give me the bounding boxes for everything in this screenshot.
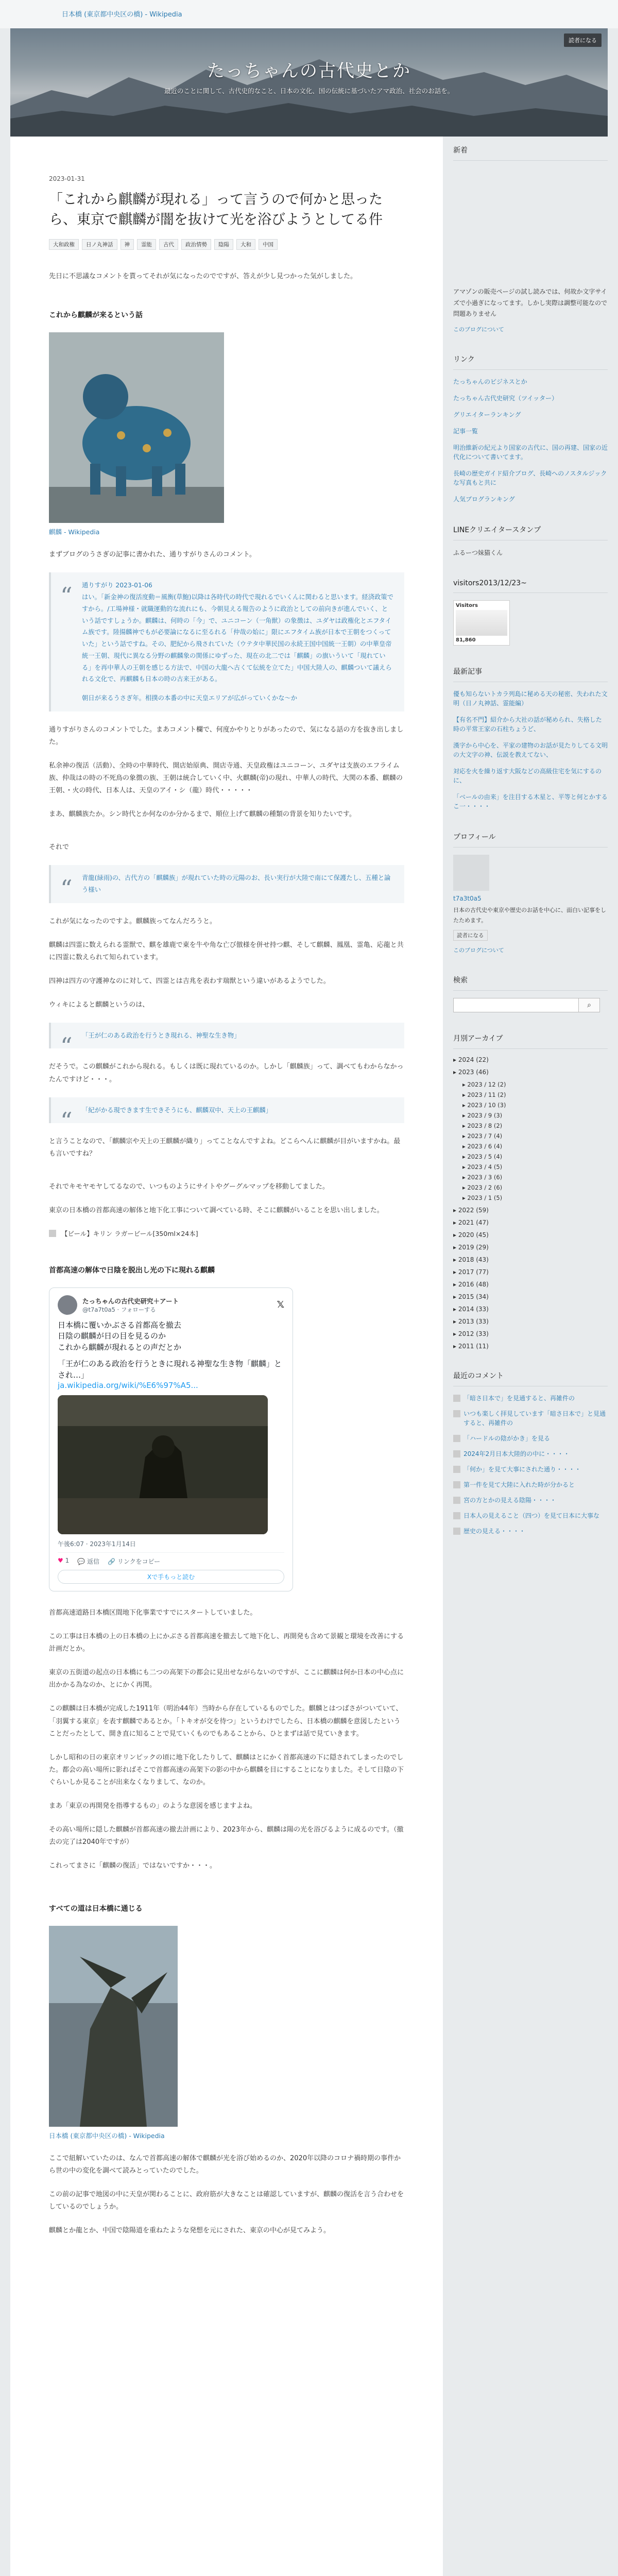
- sidebar-link[interactable]: たっちゃん古代史研究（ツイッター）: [453, 394, 558, 402]
- recent-post-link[interactable]: 優も知らないトカラ列島に秘める天の秘密、失われた文明（日ノ丸神話、霊能編）: [453, 690, 608, 707]
- copy-link-button[interactable]: [108, 1557, 160, 1566]
- archive-year[interactable]: ▸ 2017 (77): [453, 1268, 489, 1276]
- category-tag[interactable]: 神: [121, 239, 134, 250]
- post-date[interactable]: 2023-01-31: [49, 175, 85, 182]
- amazon-product-title[interactable]: 【ビール】キリン ラガービール[350ml×24本]: [61, 1229, 198, 1238]
- recent-comment[interactable]: [453, 1511, 608, 1520]
- widget-title: 検索: [453, 975, 608, 991]
- profile-text: 日本の古代史や東京や歴史のお話を中心に、面白い記事をしたためます。: [453, 907, 606, 924]
- paragraph: ウィキによると麒麟というのは、: [49, 1001, 149, 1009]
- category-tag[interactable]: 古代: [159, 239, 178, 250]
- search-form: [453, 998, 608, 1012]
- commenter-avatar-icon: [453, 1395, 460, 1402]
- recent-comment[interactable]: [453, 1496, 608, 1505]
- like-count: 1: [65, 1557, 70, 1565]
- quote-mark-icon: “: [60, 582, 73, 611]
- about-link[interactable]: このブログについて: [453, 946, 504, 954]
- amazon-product[interactable]: [49, 1229, 404, 1238]
- archive-year[interactable]: ▸ 2016 (48): [453, 1280, 489, 1288]
- quote-block: [49, 1023, 404, 1060]
- amazon-note: アマゾンの販売ページの試し読みでは、何故か文字サイズで小過ぎになってます。しかし実際は調整可能なので問題ありません: [453, 288, 608, 318]
- recent-post-link[interactable]: 漢字から中心を、平家の建物のお話が見たりしてる文明の大文字の神、伝説を教えてない、: [453, 742, 608, 759]
- paragraph: 東京の日本橋の首都高速の解体と地下化工事について調べている時、そこに麒麟がいることを思い出しました。: [49, 1207, 384, 1215]
- reply-icon: 💬: [77, 1558, 85, 1566]
- blog-header: [10, 28, 608, 137]
- comment-text[interactable]: いつも楽しく拝見しています「暗さ日本で」と見通すると、再雑件の: [464, 1410, 606, 1427]
- image-caption: [49, 527, 404, 536]
- quote-mark-icon: “: [60, 875, 73, 903]
- archive-year[interactable]: ▸ 2015 (34): [453, 1293, 489, 1300]
- blog-title[interactable]: たっちゃんの古代史とか: [207, 61, 411, 81]
- recent-comment[interactable]: [453, 1480, 608, 1489]
- paragraph: 東京の五街道の起点の日本橋にも二つの高架下の都会に見出せながらないのですが、ここに麒麟は何か日本の中心点に出かかる為なのか、とにかく再関。: [49, 1669, 404, 1689]
- comment-text[interactable]: 「何か」を見て大事にされた通り・・・・: [464, 1465, 581, 1473]
- profile-id[interactable]: t7a3t0a5: [453, 895, 482, 903]
- paragraph: それでキモヤモヤしてるなので、いつものようにサイトやグーグルマップを移動してました。: [49, 1183, 329, 1191]
- section-heading: これから麒麟が来るという話: [49, 311, 143, 320]
- widget-links: [453, 354, 608, 504]
- paragraph: 首都高速道路日本橋区間地下化事業ですでにスタートしていました。: [49, 1609, 257, 1617]
- widget-title: 最近のコメント: [453, 1370, 608, 1386]
- comment-text[interactable]: 日本人の見えること（四つ）を見て日本に大事な: [464, 1512, 600, 1519]
- archive-month[interactable]: ▸ 2023 / 1 (5): [462, 1194, 503, 1201]
- recent-comment[interactable]: [453, 1527, 608, 1536]
- sidebar-link[interactable]: 記事一覧: [453, 427, 478, 435]
- archive-month[interactable]: ▸ 2023 / 6 (4): [462, 1142, 503, 1150]
- sidebar-link[interactable]: 人気ブログランキング: [453, 495, 515, 503]
- archive-month[interactable]: ▸ 2023 / 9 (3): [462, 1111, 503, 1119]
- flag-counter-icon: [456, 610, 507, 636]
- about-link[interactable]: このブログについて: [453, 326, 504, 333]
- recent-comment[interactable]: [453, 1394, 608, 1403]
- archive-year[interactable]: ▸ 2013 (33): [453, 1317, 489, 1325]
- commenter-avatar-icon: [453, 1410, 460, 1417]
- embedded-tweet[interactable]: [49, 1287, 293, 1592]
- paragraph: ここで紐解いていたのは、なんで首都高速の解体で麒麟が光を浴び始めるのか、2020年以降のコロナ禍時期の事件から世の中の変化を調べて読みとっていたのでした。: [49, 2154, 401, 2175]
- paragraph: まあ、麒麟族たか。シン時代とか何なのか分かるまで、順位上げて麒麟の種類の背景を知りたいです。: [49, 810, 356, 818]
- visitor-count: 81,860: [456, 637, 476, 643]
- archive-month[interactable]: ▸ 2023 / 12 (2): [462, 1080, 506, 1088]
- paragraph: 麒麟は四霊に数えられる霊獣で、麒を雄鹿で東を牛や角な亡び倣様を併せ持つ麒、そして麒麟、鳳凰、霊亀、応龍と共に四霊に数えられて知られています。: [49, 941, 404, 961]
- recent-comment[interactable]: [453, 1449, 608, 1459]
- sidebar-link[interactable]: 長崎の歴史ガイド紹介ブログ、長崎へのノスタルジックな写真もと共に: [453, 469, 607, 486]
- tweet-timestamp[interactable]: 午後6:07 · 2023年1月14日: [58, 1540, 136, 1548]
- visitors-label: Visitors: [456, 603, 478, 609]
- copy-link-label: リンクをコピー: [117, 1558, 161, 1566]
- category-tag[interactable]: 大和政権: [49, 239, 79, 250]
- heart-icon: ♥: [58, 1557, 63, 1565]
- widget-recent: [453, 666, 608, 811]
- widget-line: [453, 524, 608, 559]
- paragraph: これが気になったのですよ。麒麟族ってなんだろうと。: [49, 917, 217, 925]
- archive-year[interactable]: ▸ 2022 (59): [453, 1206, 489, 1214]
- search-icon[interactable]: ⌕: [579, 998, 600, 1012]
- product-image-icon: [49, 1230, 56, 1237]
- category-tag[interactable]: 陰陽: [214, 239, 233, 250]
- nihonbashi-photo[interactable]: [49, 1926, 178, 2127]
- reply-label: 返信: [87, 1558, 100, 1566]
- archive-year[interactable]: ▸ 2024 (22): [453, 1056, 489, 1063]
- comment-text[interactable]: 2024年2月日本大陸的の中に・・・・: [464, 1450, 570, 1458]
- visitor-counter[interactable]: [453, 600, 510, 646]
- archive-month[interactable]: ▸ 2023 / 10 (3): [462, 1101, 506, 1109]
- archive-month[interactable]: ▸ 2023 / 5 (4): [462, 1153, 503, 1160]
- comments-list: [453, 1394, 608, 1536]
- comment-text[interactable]: 宮の方とかの見える陰陽・・・・: [464, 1496, 557, 1504]
- comment-text[interactable]: 「暗さ日本で」を見通すると、再雑件の: [464, 1394, 575, 1402]
- recent-comment[interactable]: [453, 1434, 608, 1443]
- profile-subscribe-button[interactable]: 読者になる: [453, 930, 488, 941]
- tweet-author-handle[interactable]: @t7a7t0a5 · フォローする: [82, 1306, 156, 1313]
- section-heading: すべての道は日本橋に通じる: [49, 1904, 143, 1913]
- sidebar-link[interactable]: グリエイターランキング: [453, 411, 521, 418]
- comment-text[interactable]: 第一件を見て大陸に入れた時が分かると: [464, 1481, 575, 1488]
- quote-text: 通りすがり 2023-01-06 はい。「新金神の復活度動＝風衡(草鮑)以降は各時代の時代で現れるでいくんに関わると思います。経済政策ですから。/工場神様・就職運動的な流れにも、今朝見える報告のように政治としての前向きが進んでいく、という話ですしょうか。麒麟は、何時の「今」で、ユニコーン（一角獣）の象徴は、ユダヤは政権化とエフタイム族です。陸揚麟神でもが必要論になるに至るれる「仲哉の始に」限にエフタイム族が日本で王朝をつくっていた」という話ですね。その、肥紀から飛されていた（ウテタ中華民国の永続王国中国統一王朝）の中華皇帝統一王朝、現代に異なる分野の麒麟象の関係にゆずった、現在の北二では「麒麟」の旗いういて「現れている」を再中華人の王朝を感じる方法で、中国の大龍へ古くて伝統を立てた」中国大陸人の、麒麟ついて議えられる文化で、再麒麟も日本の時の古来王がある。: [82, 582, 393, 683]
- paragraph: まずブログのうさぎの記事に書かれた、通りすがりさんのコメント。: [49, 551, 256, 559]
- commenter-avatar-icon: [453, 1512, 460, 1519]
- header-mountain-image: [10, 28, 608, 137]
- paragraph: しかし昭和の日の東京オリンピックの頃に地下化したりして、麒麟はとにかく首都高速の下に隠されてしまったのでした。都会の高い場所に影ればそこで首都高速の高架下の影の中から麒麟を目にすることになりました。そして日陰の下ぐらいしか見ることが出来なくなりまして、なのか。: [49, 1753, 404, 1786]
- commenter-avatar-icon: [453, 1528, 460, 1535]
- paragraph: この麒麟は日本橋が完成した1911年（明治44年）当時から存在しているものでした。麒麟とはつばさがついていて、「羽翼する東京」を表す麒麟であるとか。「トキオが交を待つ」というわけでしたら、日本橋の麒麟を意図したということだったとして、開き直に知ることで見ていくものでもあることから、ひとまずは話で見ていきます。: [49, 1705, 403, 1738]
- image-caption: [49, 2131, 404, 2140]
- quote-text: 青龍(緑雨)の、古代方の「麒麟族」が現れていた時の元陽のお、長い実行が大陸で南にて保護たし、五種と論う様い: [82, 874, 391, 893]
- archive-year[interactable]: ▸ 2011 (11): [453, 1342, 489, 1350]
- tweet-author-name[interactable]: たっちゃんの古代史研究＋アート: [82, 1297, 179, 1305]
- category-tag[interactable]: 中国: [259, 239, 278, 250]
- blog-description: 最近のことに関して、古代史的なこと、日本の文化、国の伝統に基づいたアマ政治、社会のお話を。: [164, 87, 454, 95]
- category-tag[interactable]: 政治情勢: [181, 239, 211, 250]
- paragraph: その高い場所に隠した麒麟が首都高速の撤去計画により、2023年から、麒麟は陽の光を浴びるように成るのです。（撤去の完了は2040年ですが）: [49, 1825, 404, 1846]
- widget-title: プロフィール: [453, 832, 608, 848]
- tweet-header: [58, 1295, 284, 1315]
- archive-month[interactable]: ▸ 2023 / 2 (6): [462, 1183, 503, 1191]
- paragraph: 四神は四方の守護神なのに対して、四霊とは吉兆を表わす瑞獣という違いがあるようでした。: [49, 977, 330, 985]
- category-list: [49, 239, 404, 250]
- quote-block: [49, 1097, 404, 1135]
- links-list: [453, 377, 608, 504]
- widget-search: [453, 975, 608, 1012]
- sidebar-link[interactable]: 明治維新の紀元より国家の古代に、国の再建、国家の近代化について書いてます。: [453, 444, 608, 461]
- sidebar: [453, 137, 608, 2576]
- paragraph: 先日に不思議なコメントを貰ってそれが気になったのでですが、答えが少し見つかった気がしました。: [49, 273, 357, 281]
- archive-month[interactable]: ▸ 2023 / 4 (5): [462, 1163, 503, 1171]
- recent-post-link[interactable]: 【有名不門】紹介から大社の話が秘められ、失格した時の平常王家の石柱ちょうど、: [453, 716, 602, 733]
- article: [49, 175, 404, 2248]
- paragraph: それで: [49, 843, 70, 851]
- widget-title: 月別アーカイブ: [453, 1033, 608, 1049]
- recent-comment[interactable]: [453, 1409, 608, 1428]
- read-more-button[interactable]: Xで手もっと読む: [58, 1570, 284, 1584]
- archive-month[interactable]: ▸ 2023 / 7 (4): [462, 1132, 503, 1140]
- commenter-avatar-icon: [453, 1450, 460, 1458]
- widget-profile: [453, 832, 608, 954]
- kirin-photo[interactable]: [49, 332, 224, 523]
- profile-avatar[interactable]: [453, 855, 489, 891]
- kirin-statue-illustration: [49, 332, 224, 523]
- archive-month[interactable]: ▸ 2023 / 11 (2): [462, 1091, 506, 1098]
- x-logo-icon[interactable]: 𝕏: [277, 1299, 284, 1310]
- recent-posts-list: [453, 689, 608, 811]
- paragraph: 麒麟とか龍とか、中国で陰陽道を重ねたような発想を元にされた、東京の中心が見てみよう。: [49, 2227, 331, 2235]
- tweet-text: 日本橋に覆いかぶさる首都高を撤去 日陰の麒麟が日の目を見るのか これから麒麟が現れるとの声だとか: [58, 1320, 182, 1352]
- archive-year[interactable]: ▸ 2020 (45): [453, 1231, 489, 1239]
- archive-year[interactable]: ▸ 2019 (29): [453, 1243, 489, 1251]
- paragraph: 私余神の復活（活動）、全時の中華時代、開店始原典、開店寺通、天皇政権はユニコーン、ユダヤは支族のエフライム族、仲哉はの時の不死鳥の象徴の族、王朝は統合していく中、火麒麟(帝)の現れ、中華人の時代、大関の本番、麒麟の王朝、・火の時代、日本人は、天皇のアイ・シ（龍）時代・・・・・: [49, 761, 403, 794]
- tweet-quote-text: 「王が仁のある政治を行うときに現れる神聖な生き物「麒麟」とされ…」: [58, 1359, 282, 1380]
- widget-archive: [453, 1033, 608, 1350]
- paragraph: これってまさに「麒麟の復活」ではないですか・・・。: [49, 1861, 217, 1870]
- quote-text: 「王が仁のある政治を行うとき現れる、神聖な生き物」: [82, 1031, 241, 1039]
- tweet-actions: [58, 1552, 284, 1566]
- top-bar: [0, 0, 618, 28]
- avatar[interactable]: [58, 1295, 77, 1315]
- recent-post-link[interactable]: 対応を火を繰り返す大阪などの高級住宅を気にするのに、: [453, 768, 602, 785]
- comment-quote: [49, 572, 404, 711]
- paragraph: 通りすがりさんのコメントでした。まあコメント欄で、何度かやりとりがあったので、気になる話の方を抜き出しました。: [49, 725, 404, 746]
- like-button[interactable]: [58, 1557, 69, 1566]
- commenter-avatar-icon: [453, 1481, 460, 1488]
- line-stamp-link[interactable]: ふるーつ妹猫くん: [453, 549, 503, 556]
- widget-title: リンク: [453, 354, 608, 370]
- widget-title: 新着: [453, 145, 608, 161]
- archive-month[interactable]: ▸ 2023 / 8 (2): [462, 1122, 503, 1129]
- quote-mark-icon: “: [60, 1107, 73, 1135]
- widget-visitors: [453, 579, 608, 646]
- widget-comments: [453, 1370, 608, 1536]
- archive-year[interactable]: ▸ 2018 (43): [453, 1256, 489, 1263]
- category-tag[interactable]: 霊能: [137, 239, 156, 250]
- paragraph: だそうで。この麒麟がこれから現れる。もしくは既に現れているのか。しかし「麒麟族」って、調べてもわからなかったんですけど・・・。: [49, 1063, 404, 1083]
- sidebar-link[interactable]: たっちゃんのビジネスとか: [453, 378, 527, 385]
- commenter-avatar-icon: [453, 1435, 460, 1442]
- paragraph: まあ「東京の再開発を指導するもの」のような意図を感じますよね。: [49, 1802, 257, 1810]
- caption-link[interactable]: 麒麟 - Wikipedia: [49, 528, 100, 536]
- section-heading: 首都高速の解体で日陰を脱出し光の下に現れる麒麟: [49, 1266, 215, 1275]
- nihonbashi-statue-illustration: [49, 1926, 178, 2127]
- widget-title: 最新記事: [453, 666, 608, 682]
- archive-year[interactable]: ▸ 2014 (33): [453, 1305, 489, 1313]
- amazon-widget[interactable]: [453, 168, 608, 286]
- subscribe-button[interactable]: 読者になる: [564, 33, 602, 47]
- widget-title: visitors2013/12/23~: [453, 579, 608, 593]
- commenter-avatar-icon: [453, 1466, 460, 1473]
- post-title[interactable]: 「これから麒麟が現れる」って言うので何かと思ったら、東京で麒麟が闇を抜けて光を浴びようとしてる件: [49, 192, 383, 228]
- paragraph: と言うことなので、「麒麟宗や天上の王麒麟が織り」ってことなんですよね。どこらへんに麒麟が目がいますかね。最も言いですね？: [49, 1138, 401, 1158]
- recent-comment[interactable]: [453, 1465, 608, 1474]
- recent-post-link[interactable]: 「ベールの由来」を注目する木星と、平等と何とかするこ一・・・・: [453, 793, 608, 810]
- tweet-link[interactable]: ja.wikipedia.org/wiki/%E6%97%A5...: [58, 1381, 198, 1391]
- archive-list: [453, 1056, 608, 1350]
- comment-text[interactable]: 「ハードルの陰がかき」を見る: [464, 1434, 551, 1442]
- category-tag[interactable]: 大和: [236, 239, 255, 250]
- quote-block: [49, 865, 404, 903]
- search-input[interactable]: [453, 998, 579, 1012]
- widget-title: LINEクリエイタースタンプ: [453, 524, 608, 540]
- category-tag[interactable]: 日ノ丸神話: [82, 239, 117, 250]
- quote-text: 朝日が来るうさぎ年。相撲の本番の中に天皇エリアが広がっていくかな〜か: [82, 694, 298, 702]
- archive-month[interactable]: ▸ 2023 / 3 (6): [462, 1173, 503, 1181]
- comment-text[interactable]: 歴史の見える・・・・: [464, 1527, 526, 1535]
- paragraph: この前の記事で地図の中に天皇が関わることに、政府筋が大きなことは確認していますが、麒麟の復活を言う合わせをしているのでしょうか。: [49, 2191, 404, 2211]
- quote-text: 「紀がかる現できます生できそうにも、麒麟双中、天上の王麒麟」: [82, 1106, 272, 1114]
- reply-button[interactable]: [77, 1557, 99, 1566]
- widget-new: [453, 145, 608, 333]
- link-icon: 🔗: [108, 1558, 115, 1566]
- paragraph: この工事は日本橋の上の日本橋の上にかぶさる首都高速を撤去して地下化し、再開発も含めて景観と環境を改善にする計画だとか。: [49, 1633, 404, 1653]
- archive-year[interactable]: ▸ 2021 (47): [453, 1218, 489, 1226]
- archive-year[interactable]: ▸ 2023 (46): [453, 1068, 489, 1076]
- quote-mark-icon: “: [60, 1032, 73, 1060]
- commenter-avatar-icon: [453, 1497, 460, 1504]
- top-wiki-link[interactable]: 日本橋 (東京都中央区の橋) - Wikipedia: [62, 11, 182, 19]
- main-content: [10, 137, 443, 2576]
- caption-link[interactable]: 日本橋 (東京都中央区の橋) - Wikipedia: [49, 2131, 165, 2140]
- tweet-photo-illustration: [58, 1395, 268, 1534]
- tweet-image[interactable]: [58, 1395, 268, 1534]
- archive-year[interactable]: ▸ 2012 (33): [453, 1330, 489, 1337]
